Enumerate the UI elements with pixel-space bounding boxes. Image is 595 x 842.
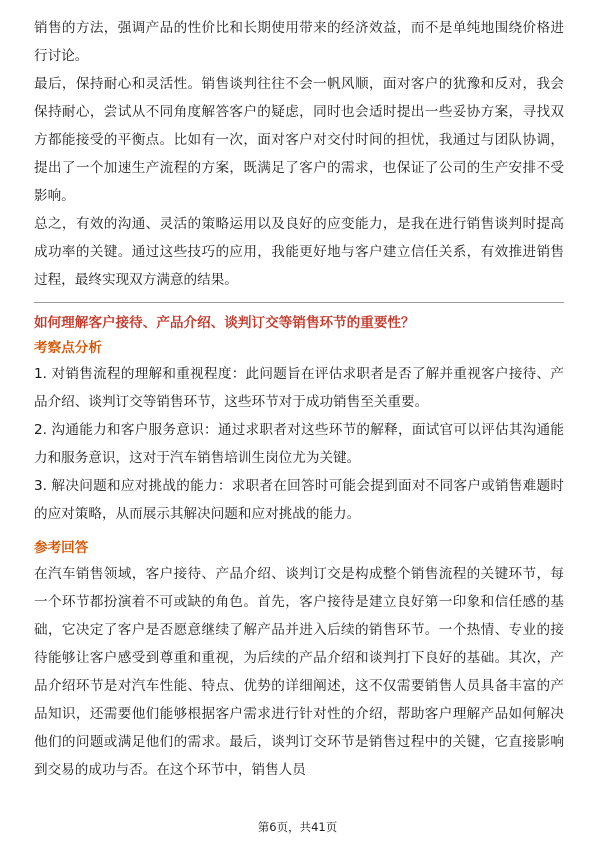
answer-heading: 参考回答 — [34, 540, 89, 556]
intro-paragraph-1: 销售的方法，强调产品的性价比和长期使用带来的经济效益，而不是单纯地围绕价格进行讨论。 — [34, 20, 564, 64]
analysis-item-3: 3. 解决问题和应对挑战的能力：求职者在回答时可能会提到面对不同客户或销售难题时的应对策略，从而展示其解决问题和应对挑战的能力。 — [34, 478, 564, 522]
analysis-item-1: 1. 对销售流程的理解和重视程度：此问题旨在评估求职者是否了解并重视客户接待、产品介绍、谈判订交等销售环节，这些环节对于成功销售至关重要。 — [34, 366, 564, 410]
answer-paragraph: 在汽车销售领域，客户接待、产品介绍、谈判订交是构成整个销售流程的关键环节，每一个环节都扮演着不可或缺的角色。首先，客户接待是建立良好第一印象和信任感的基础，它决定了客户是否愿意继续了解产品并进入后续的销售环节。一个热情、专业的接待能够让客户感受到尊重和重视，为后续的产品介绍和谈判打下良好的基础。其次，产品介绍环节是对汽车性能、特点、优势的详细阐述，这不仅需要销售人员具备丰富的产品知识，还需要他们能够根据客户需求进行针对性的介绍，帮助客户理解产品如何解决他们的问题或满足他们的需求。最后，谈判订交环节是销售过程中的关键，它直接影响到交易的成功与否。在这个环节中，销售人员 — [34, 566, 564, 778]
analysis-item-2: 2. 沟通能力和客户服务意识：通过求职者对这些环节的解释，面试官可以评估其沟通能力和服务意识，这对于汽车销售培训生岗位尤为关键。 — [34, 422, 564, 466]
intro-paragraph-2: 最后，保持耐心和灵活性。销售谈判往往不会一帆风顺，面对客户的犹豫和反对，我会保持耐心，尝试从不同角度解答客户的疑虑，同时也会适时提出一些妥协方案，寻找双方都能接受的平衡点。比如有一次，面对客户对交付时间的担忧，我通过与团队协调，提出了一个加速生产流程的方案，既满足了客户的需求，也保证了公司的生产安排不受影响。 — [34, 76, 564, 204]
page-footer: 第6页，共41页 — [257, 820, 338, 834]
analysis-heading: 考察点分析 — [34, 340, 102, 356]
section-divider — [34, 302, 564, 303]
question-title: 如何理解客户接待、产品介绍、谈判订交等销售环节的重要性？ — [34, 315, 415, 331]
intro-paragraph-3: 总之，有效的沟通、灵活的策略运用以及良好的应变能力，是我在进行销售谈判时提高成功率的关键。通过这些技巧的应用，我能更好地与客户建立信任关系，有效推进销售过程，最终实现双方满意的结果。 — [34, 216, 564, 288]
document-page — [34, 14, 564, 784]
